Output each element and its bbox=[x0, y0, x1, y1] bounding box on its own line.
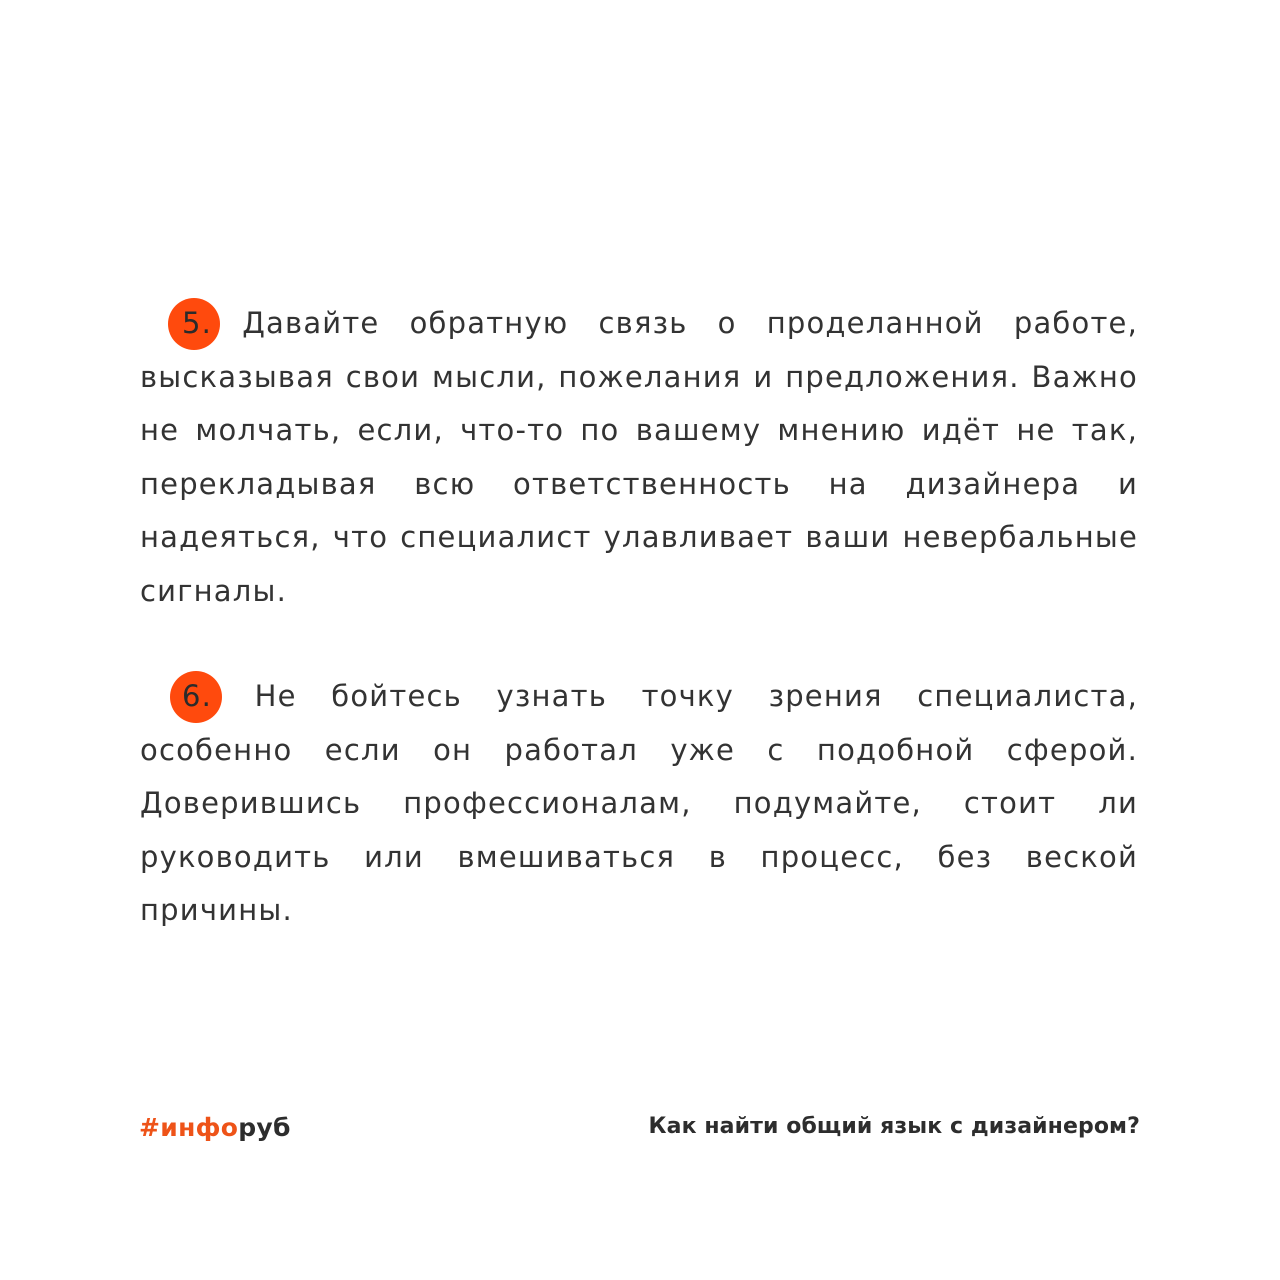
hashtag-rest: руб bbox=[238, 1113, 291, 1142]
tip-6-number: 6. bbox=[182, 679, 213, 713]
tip-6-paragraph bbox=[140, 670, 1138, 938]
tip-5-number-badge bbox=[140, 297, 212, 351]
tip-5-paragraph bbox=[140, 297, 1138, 618]
hashtag-logo bbox=[139, 1113, 291, 1142]
tip-6-number-badge bbox=[140, 670, 212, 724]
hashtag-accent: #инфо bbox=[139, 1113, 239, 1142]
tip-6-text: Не бойтесь узнать точку зрения специалиста, особенно если он работал уже с подобной сферой. Доверившись профессионалам, подумайте, стоит ли руководить или вмешиваться в процесс, без веской причины. bbox=[140, 679, 1138, 927]
series-title: Как найти общий язык с дизайнером? bbox=[648, 1114, 1140, 1139]
tip-5-number: 5. bbox=[182, 306, 213, 340]
tip-5-text: Давайте обратную связь о проделанной работе, высказывая свои мысли, пожелания и предложения. Важно не молчать, если, что-то по вашему мнению идёт не так, перекладывая всю ответственность на дизайнера и надеяться, что специалист улавливает ваши невербальные сигналы. bbox=[140, 306, 1138, 608]
